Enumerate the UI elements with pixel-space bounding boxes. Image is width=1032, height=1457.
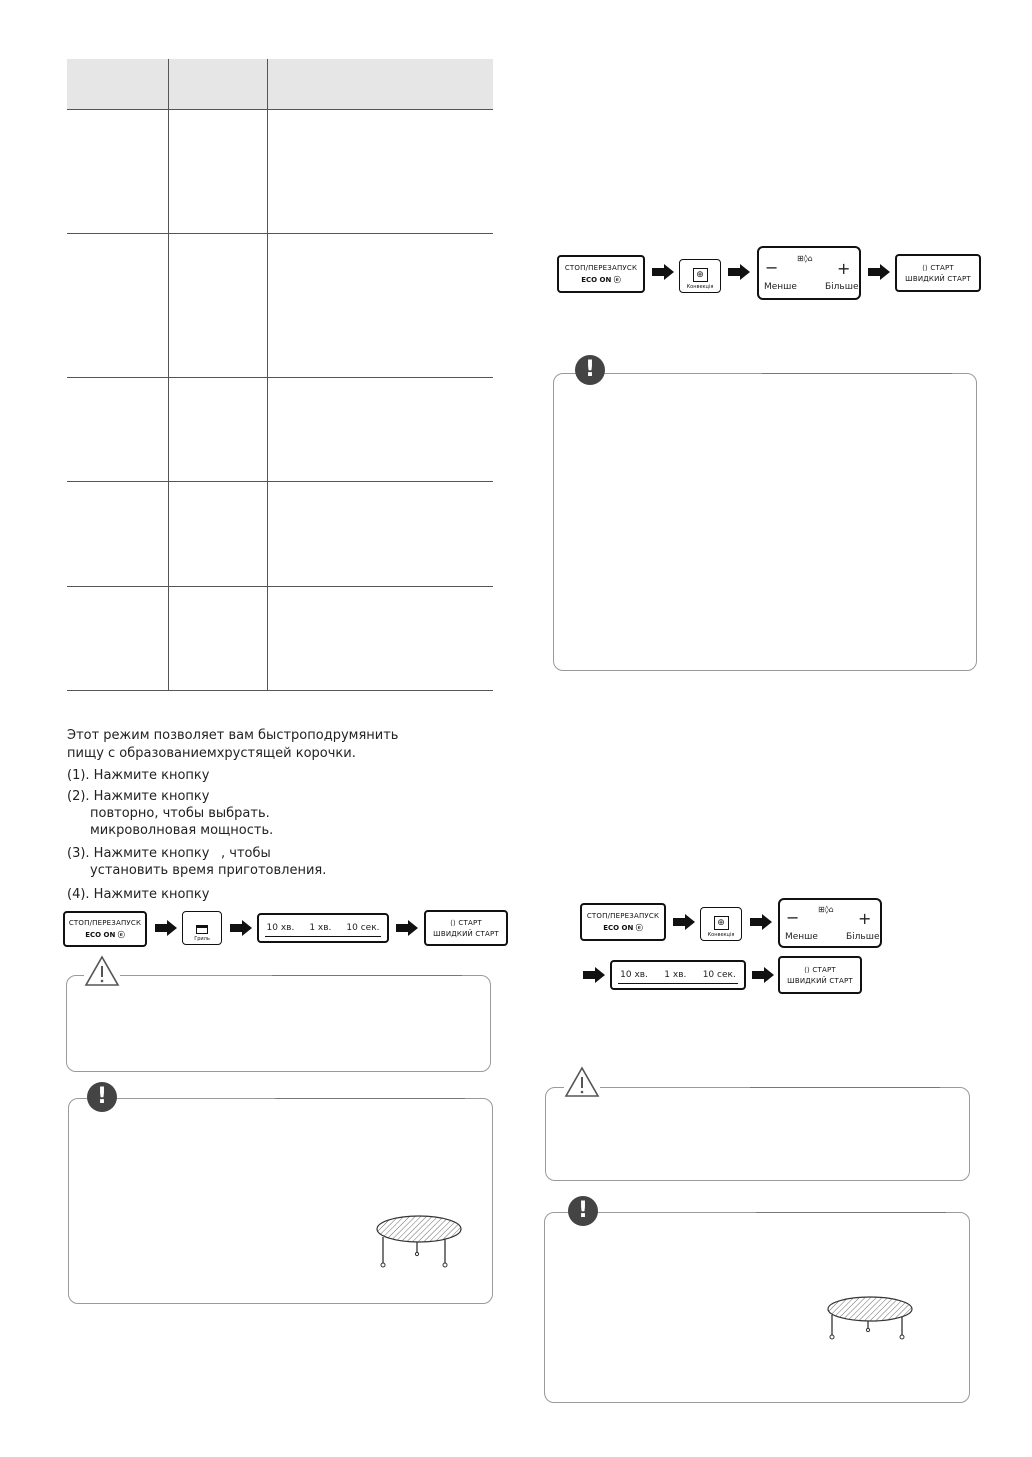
step-4: (4). Нажмите кнопку xyxy=(67,887,210,902)
stop-reset-label: СТОП/ПЕРЕЗАПУСК xyxy=(68,918,142,927)
time-10-sec[interactable]: 10 сек. xyxy=(702,970,736,980)
less-label: Менше xyxy=(785,932,818,942)
eco-on-label: ECO ON ⓔ xyxy=(85,930,125,939)
more-label: Більше xyxy=(825,282,859,292)
start-label: ⟨⟩ СТАРТ xyxy=(450,918,482,927)
time-underline xyxy=(265,936,381,937)
fan-icon: ⊕ xyxy=(693,268,708,282)
start-button[interactable] xyxy=(778,956,862,994)
note-box-rule xyxy=(756,1212,946,1213)
start-button[interactable] xyxy=(424,910,508,946)
minus-button[interactable]: − xyxy=(765,258,779,277)
stop-reset-button[interactable] xyxy=(557,255,645,293)
warning-box xyxy=(545,1087,970,1181)
arrow-right-icon xyxy=(728,264,750,280)
start-label: ⟨⟩ СТАРТ xyxy=(922,263,954,272)
quick-start-label: ШВИДКИЙ СТАРТ xyxy=(433,929,499,938)
arrow-right-icon xyxy=(230,920,252,936)
dial-control[interactable] xyxy=(757,246,861,300)
arrow-right-icon xyxy=(155,920,177,936)
time-buttons[interactable] xyxy=(610,960,746,990)
table-column-divider xyxy=(168,59,169,690)
table-rule xyxy=(67,109,493,110)
warning-box xyxy=(66,975,491,1072)
convection-button[interactable] xyxy=(679,259,721,293)
table-rule xyxy=(67,690,493,691)
stop-reset-button[interactable] xyxy=(63,911,147,947)
minus-button[interactable]: − xyxy=(786,908,800,927)
quick-start-label: ШВИДКИЙ СТАРТ xyxy=(905,274,971,283)
time-10-sec[interactable]: 10 сек. xyxy=(346,923,380,933)
step-2-line-2: повторно, чтобы выбрать. xyxy=(90,806,270,821)
plus-button[interactable]: + xyxy=(858,909,872,928)
note-box xyxy=(68,1098,493,1304)
arrow-right-icon xyxy=(652,264,674,280)
food-type-icons: ⊞◊⌂ xyxy=(797,254,813,263)
exclamation-icon: ! xyxy=(575,355,605,385)
arrow-right-icon xyxy=(673,914,695,930)
time-1-min[interactable]: 1 хв. xyxy=(309,923,332,933)
arrow-right-icon xyxy=(750,914,772,930)
warning-box-rule xyxy=(750,1087,940,1088)
warning-triangle-icon xyxy=(84,955,120,987)
stop-reset-label: СТОП/ПЕРЕЗАПУСК xyxy=(564,263,638,272)
time-1-min[interactable]: 1 хв. xyxy=(664,970,687,980)
arrow-right-icon xyxy=(396,920,418,936)
grill-icon xyxy=(196,925,208,934)
quick-start-label: ШВИДКИЙ СТАРТ xyxy=(787,976,853,985)
convection-label: Конвекція xyxy=(686,284,714,290)
note-box-rule xyxy=(275,1098,465,1099)
fan-icon: ⊕ xyxy=(714,916,729,930)
note-box xyxy=(553,373,977,671)
table-rule xyxy=(67,377,493,378)
arrow-right-icon xyxy=(583,967,605,983)
convection-label: Конвекція xyxy=(707,932,735,938)
arrow-right-icon xyxy=(752,967,774,983)
plus-button[interactable]: + xyxy=(837,259,851,278)
arrow-right-icon xyxy=(868,264,890,280)
table-rule xyxy=(67,586,493,587)
time-10-min[interactable]: 10 хв. xyxy=(620,970,648,980)
time-underline xyxy=(618,983,738,984)
step-2-line-3: микроволновая мощность. xyxy=(90,823,274,838)
step-3-line-2: установить время приготовления. xyxy=(90,863,327,878)
warning-triangle-icon xyxy=(564,1066,600,1098)
step-2: (2). Нажмите кнопку xyxy=(67,789,210,804)
less-label: Менше xyxy=(764,282,797,292)
stop-reset-label: СТОП/ПЕРЕЗАПУСК xyxy=(586,911,660,920)
step-3-tail: , чтобы xyxy=(221,846,271,861)
step-3: (3). Нажмите кнопку xyxy=(67,846,210,861)
exclamation-icon: ! xyxy=(87,1082,117,1112)
note-box-rule xyxy=(762,373,952,374)
start-button[interactable] xyxy=(895,254,981,292)
intro-line-1: Этот режим позволяет вам быстроподрумянить xyxy=(67,728,399,743)
stop-reset-button[interactable] xyxy=(580,903,666,941)
table-header-row xyxy=(67,59,493,109)
table-column-divider xyxy=(267,59,268,690)
dial-control[interactable] xyxy=(778,898,882,948)
more-label: Більше xyxy=(846,932,880,942)
exclamation-icon: ! xyxy=(568,1196,598,1226)
food-type-icons: ⊞◊⌂ xyxy=(818,905,834,914)
time-buttons[interactable] xyxy=(257,913,389,943)
table-rule xyxy=(67,481,493,482)
grill-button[interactable] xyxy=(182,911,222,945)
grill-rack-icon xyxy=(373,1213,469,1273)
step-1: (1). Нажмите кнопку xyxy=(67,768,210,783)
intro-line-2: пищу с образованиемхрустящей корочки. xyxy=(67,746,356,761)
eco-on-label: ECO ON ⓔ xyxy=(581,275,621,284)
warning-box-rule xyxy=(272,975,462,976)
grill-label: Гриль xyxy=(194,936,210,942)
time-10-min[interactable]: 10 хв. xyxy=(266,923,295,933)
table-rule xyxy=(67,233,493,234)
convection-button[interactable] xyxy=(700,907,742,941)
start-label: ⟨⟩ СТАРТ xyxy=(804,965,836,974)
grill-rack-icon xyxy=(822,1295,918,1345)
eco-on-label: ECO ON ⓔ xyxy=(603,923,643,932)
